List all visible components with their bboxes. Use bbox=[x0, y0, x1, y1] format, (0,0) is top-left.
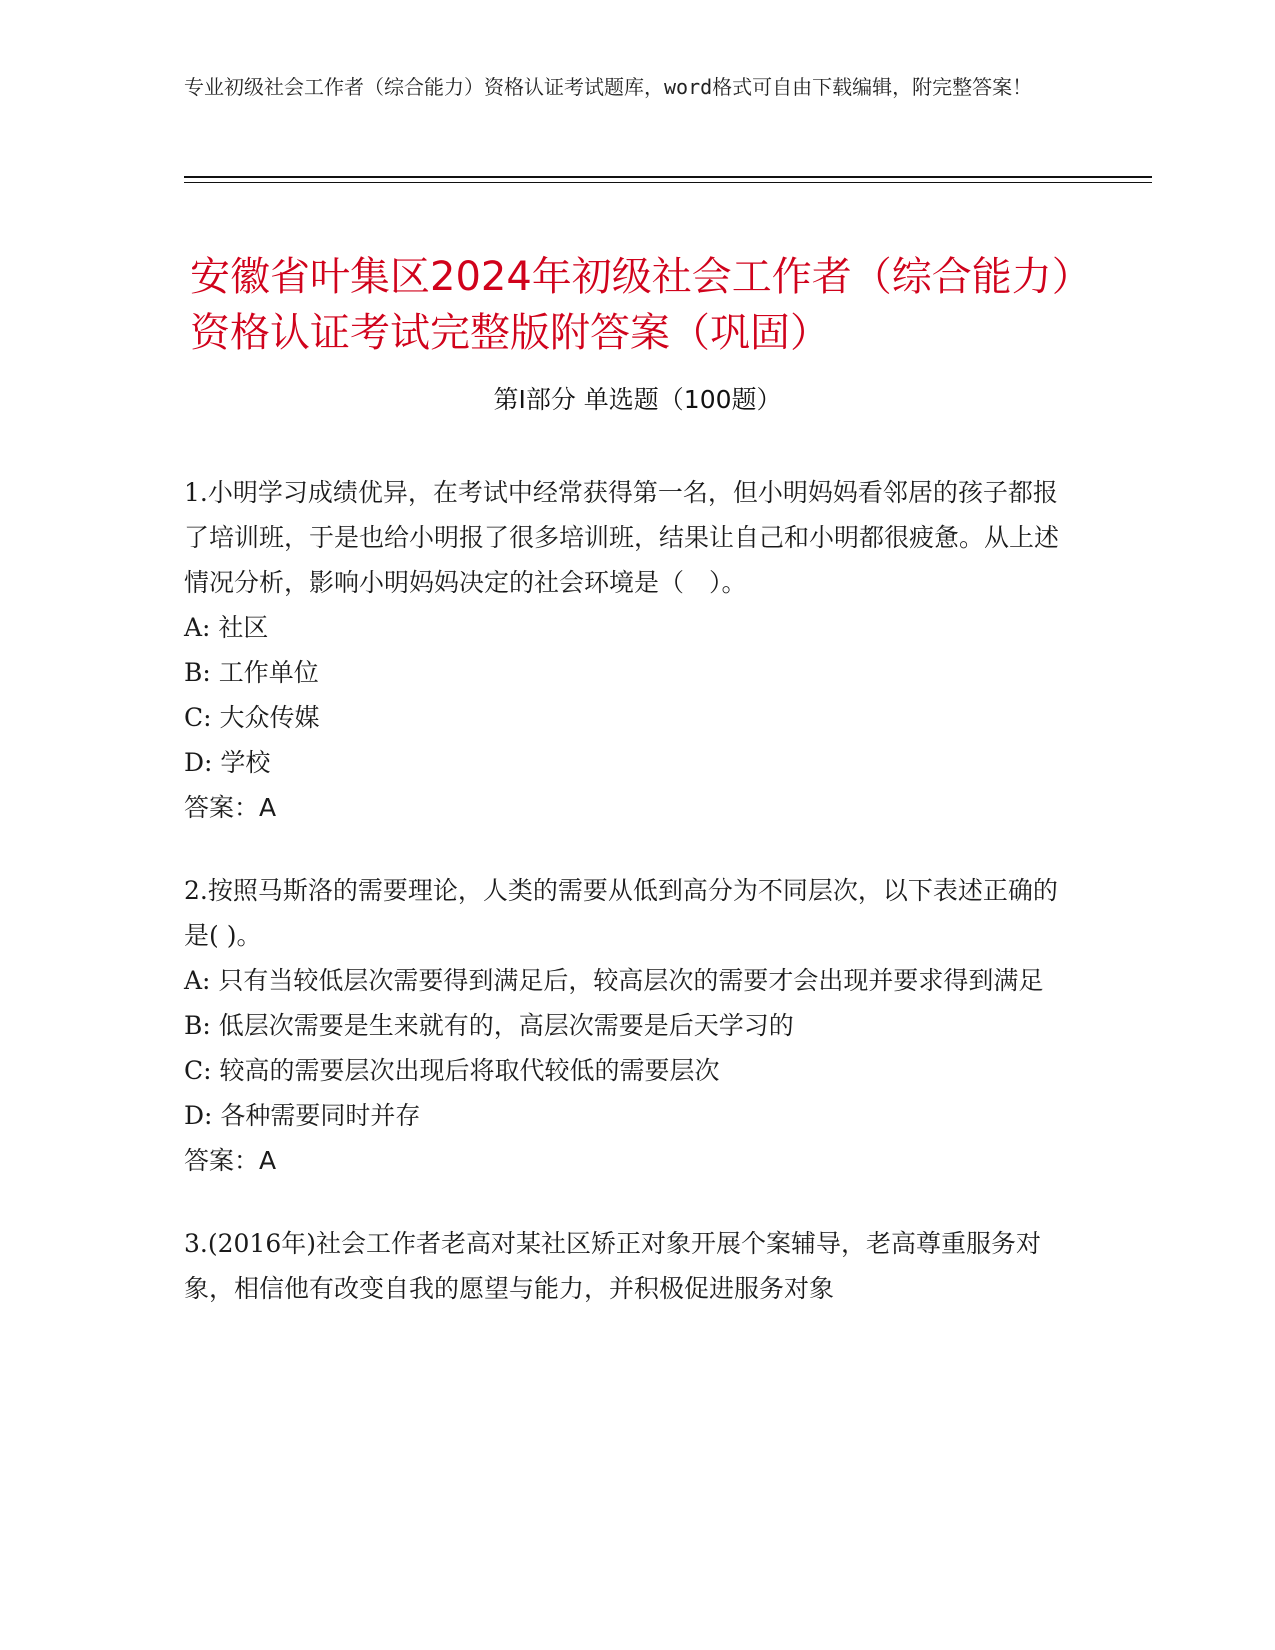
option-b: B: 低层次需要是生来就有的，高层次需要是后天学习的 bbox=[184, 1011, 794, 1040]
question-3 bbox=[184, 1221, 1064, 1311]
option-c: C: 较高的需要层次出现后将取代较低的需要层次 bbox=[184, 1056, 720, 1085]
answer-label: 答案：A bbox=[184, 793, 277, 822]
question-1 bbox=[184, 470, 1064, 830]
answer-label: 答案：A bbox=[184, 1146, 277, 1175]
option-a: A: 只有当较低层次需要得到满足后，较高层次的需要才会出现并要求得到满足 bbox=[184, 966, 1044, 995]
header-note: 专业初级社会工作者（综合能力）资格认证考试题库，word格式可自由下载编辑，附完整答案！ bbox=[184, 75, 1033, 99]
header-divider-thin bbox=[184, 182, 1152, 183]
question-stem: 3.(2016年)社会工作者老高对某社区矫正对象开展个案辅导，老高尊重服务对象，相信他有改变自我的愿望与能力，并积极促进服务对象 bbox=[184, 1229, 1041, 1303]
question-stem: 1.小明学习成绩优异，在考试中经常获得第一名，但小明妈妈看邻居的孩子都报了培训班，于是也给小明报了很多培训班，结果让自己和小明都很疲惫。从上述情况分析，影响小明妈妈决定的社会环境是（ ）。 bbox=[184, 478, 1060, 597]
document-title: 安徽省叶集区2024年初级社会工作者（综合能力）资格认证考试完整版附答案（巩固） bbox=[190, 253, 1072, 356]
section-heading: 第Ⅰ部分 单选题（100题） bbox=[493, 385, 782, 414]
option-d: D: 学校 bbox=[184, 748, 271, 777]
header-divider-thick bbox=[184, 176, 1152, 178]
option-b: B: 工作单位 bbox=[184, 658, 319, 687]
option-c: C: 大众传媒 bbox=[184, 703, 320, 732]
option-d: D: 各种需要同时并存 bbox=[184, 1101, 421, 1130]
question-list bbox=[184, 470, 1064, 1349]
question-2 bbox=[184, 868, 1064, 1183]
question-stem: 2.按照马斯洛的需要理论，人类的需要从低到高分为不同层次，以下表述正确的是( )。 bbox=[184, 876, 1058, 950]
option-a: A: 社区 bbox=[184, 613, 269, 642]
